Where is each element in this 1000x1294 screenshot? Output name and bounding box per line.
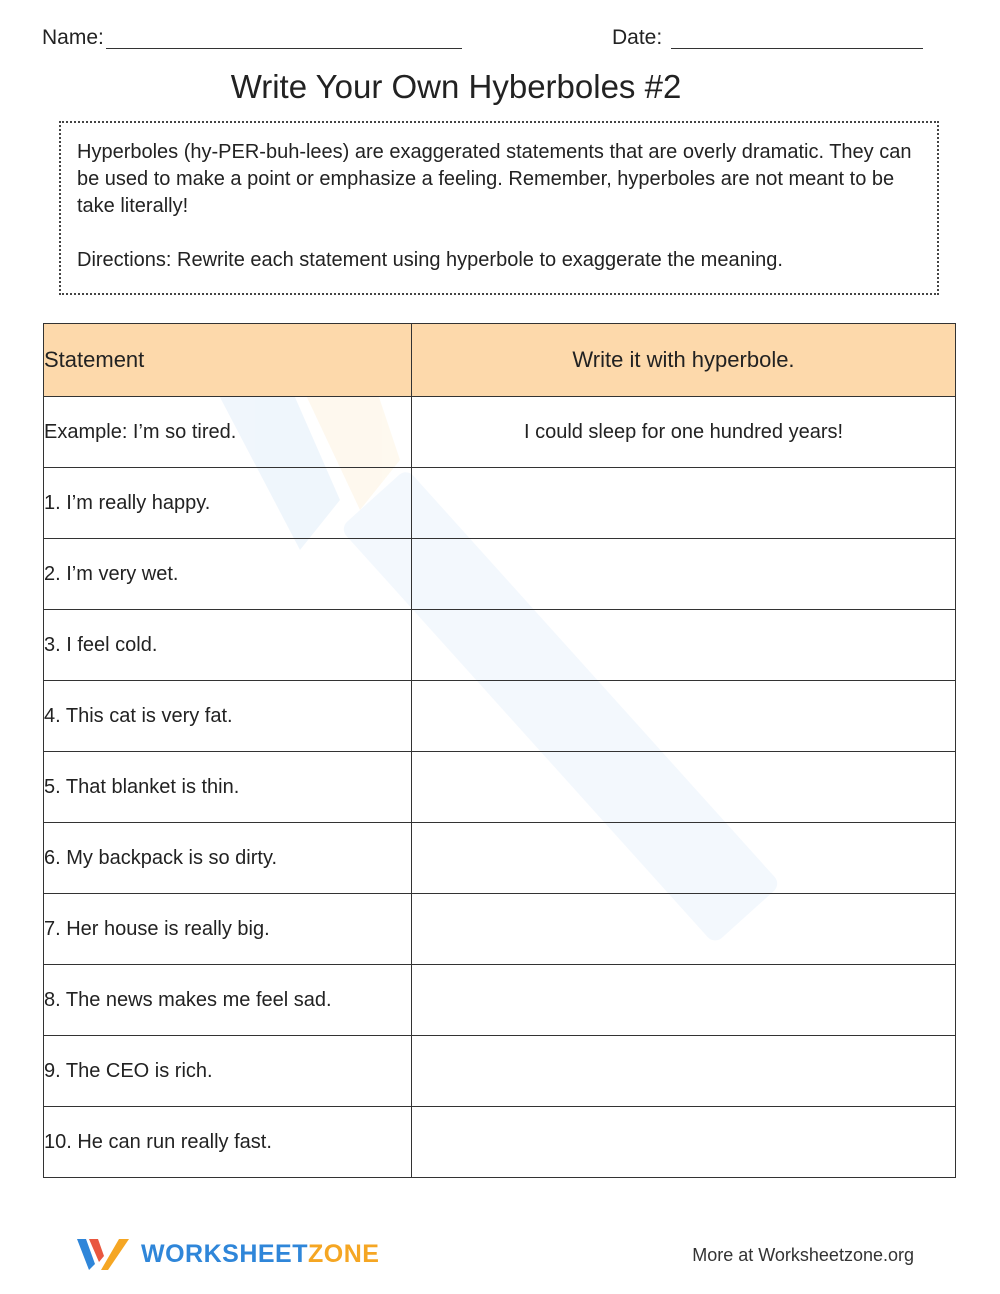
directions-text: Directions: Rewrite each statement using hyperbole to exaggerate the meaning. (77, 249, 783, 271)
statement-cell: 9. The CEO is rich. (44, 1036, 412, 1107)
answer-cell[interactable] (412, 1107, 956, 1178)
answer-cell[interactable] (412, 965, 956, 1036)
brand-name (141, 1240, 379, 1269)
statement-cell: 4. This cat is very fat. (44, 681, 412, 752)
answer-cell[interactable] (412, 468, 956, 539)
date-line[interactable] (671, 48, 923, 49)
table-row (44, 468, 956, 539)
statement-cell: 3. I feel cold. (44, 610, 412, 681)
footer-brand (75, 1236, 379, 1272)
table-row (44, 894, 956, 965)
worksheetzone-logo-icon (75, 1236, 131, 1272)
page-title: Write Your Own Hyberboles #2 (230, 68, 682, 105)
brand-name-part1: WORKSHEET (141, 1239, 308, 1268)
statement-cell: 5. That blanket is thin. (44, 752, 412, 823)
statement-cell: 6. My backpack is so dirty. (44, 823, 412, 894)
instructions-box (59, 121, 939, 295)
name-label: Name: (42, 26, 104, 49)
answer-cell[interactable] (412, 1036, 956, 1107)
column-header-hyperbole: Write it with hyperbole. (412, 324, 956, 397)
statement-cell: 10. He can run really fast. (44, 1107, 412, 1178)
answer-cell[interactable] (412, 752, 956, 823)
table-header-row (44, 324, 956, 397)
column-header-statement: Statement (44, 324, 412, 397)
name-line[interactable] (106, 48, 462, 49)
answer-cell[interactable] (412, 610, 956, 681)
answer-cell[interactable] (412, 539, 956, 610)
answer-cell[interactable] (412, 823, 956, 894)
hyperbole-table (43, 323, 956, 1178)
table-row (44, 1036, 956, 1107)
date-label: Date: (612, 26, 663, 49)
statement-cell: 1. I’m really happy. (44, 468, 412, 539)
table-row (44, 610, 956, 681)
more-link[interactable]: More at Worksheetzone.org (692, 1245, 914, 1265)
table-row (44, 539, 956, 610)
table-row (44, 681, 956, 752)
brand-name-part2: ZONE (308, 1239, 380, 1268)
statement-cell: 8. The news makes me feel sad. (44, 965, 412, 1036)
table-row (44, 823, 956, 894)
answer-cell[interactable] (412, 681, 956, 752)
table-row (44, 752, 956, 823)
table-row (44, 965, 956, 1036)
answer-cell[interactable] (412, 894, 956, 965)
table-row (44, 1107, 956, 1178)
intro-paragraph: Hyperboles (hy-PER-buh-lees) are exaggerated statements that are overly dramatic. They can be used to make a point or emphasize a feeling. Remember, hyperboles are not meant to be take literally! (77, 141, 912, 217)
example-row (44, 397, 956, 468)
statement-cell: 7. Her house is really big. (44, 894, 412, 965)
statement-cell: 2. I’m very wet. (44, 539, 412, 610)
example-answer: I could sleep for one hundred years! (412, 397, 956, 468)
example-statement: Example: I’m so tired. (44, 397, 412, 468)
